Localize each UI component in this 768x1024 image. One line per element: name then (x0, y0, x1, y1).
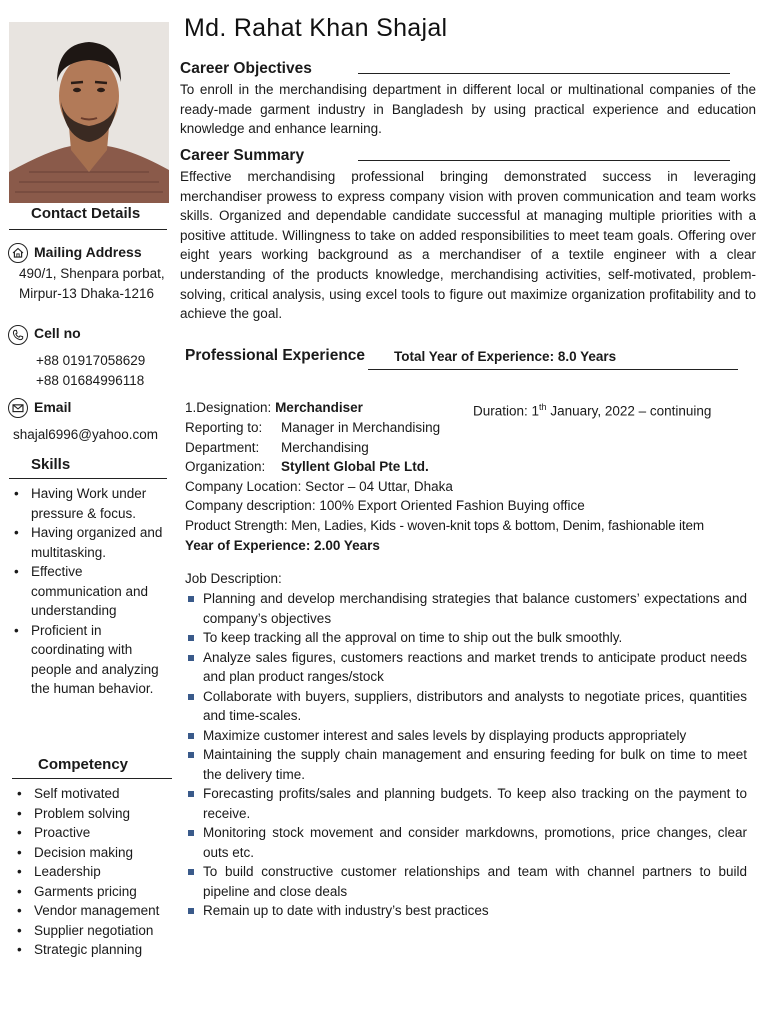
career-summary-text: Effective merchandising professional bringing demonstrated success in leveraging merchandiser prowess to express company vision with proven communication and team works skills. Organized and dependable candidate successful at managing multiple priorities with a positive attitude. Willingness to take on added responsibilities to meet team goals. Offering over eight years working background as a merchandiser of a textile engineer with a clear understanding of the products knowledge, merchandising activities, self-motivated, problem-solving, critical analysis, using excel tools to figure out maximize organization profitability and to achieve the goal. (180, 169, 756, 322)
competency-item: • Vendor management (12, 901, 172, 921)
jd-item: Monitoring stock movement and consider markdowns, promotions, price changes, clear outs etc. (185, 823, 747, 862)
product-strength: Product Strength: Men, Ladies, Kids - woven-knit tops & bottom, Denim, fashionable item (185, 518, 704, 533)
career-objectives-text: To enroll in the merchandising department in different local or multinational companies of the ready-made garment industry in Bangladesh by using practical experience and education knowledge and enhance learning. (180, 82, 756, 137)
competency-item: • Decision making (12, 843, 172, 863)
jd-item: Forecasting profits/sales and planning budgets. To keep also tracking on the payment to receive. (185, 784, 747, 823)
competency-list (12, 784, 172, 960)
jd-item: Planning and develop merchandising strategies that balance customers’ expectations and company’s objectives (185, 589, 747, 628)
duration-value: January, 2022 – continuing (546, 403, 712, 419)
competency-item: • Garments pricing (12, 882, 172, 902)
contact-details-heading: Contact Details (31, 205, 141, 222)
phone-number-1[interactable]: +88 01917058629 (36, 353, 146, 368)
years-of-experience: Year of Experience: 2.00 Years (185, 538, 380, 553)
jd-item: Maximize customer interest and sales levels by displaying products appropriately (185, 726, 747, 746)
phone-number-2[interactable]: +88 01684996118 (36, 373, 145, 388)
competency-divider (12, 778, 172, 779)
competency-item: • Supplier negotiation (12, 921, 172, 941)
duration-sup: th (539, 402, 547, 412)
jd-item: Maintaining the supply chain management and ensuring feeding for bulk on time to meet the delivery time. (185, 745, 747, 784)
department-row (185, 438, 369, 458)
address-line-1: 490/1, Shenpara porbat, (19, 266, 165, 281)
address-line-2: Mirpur-13 Dhaka-1216 (19, 286, 155, 301)
duration-label: Duration: 1 (473, 403, 540, 419)
company-description: Company description: 100% Export Oriented Fashion Buying office (185, 498, 585, 513)
skill-item: • Effective communication and understanding (9, 562, 172, 621)
duration-row (473, 398, 711, 421)
department-label: Department: (185, 440, 260, 455)
job-description-list (185, 589, 747, 921)
designation-label: 1.Designation: (185, 400, 276, 415)
contact-divider (9, 229, 167, 230)
jd-item: Analyze sales figures, customers reactions and market trends to anticipate product needs and plan product ranges/stock (185, 648, 747, 687)
experience-rule (368, 369, 738, 370)
skill-item: • Having organized and multitasking. (9, 523, 172, 562)
reporting-label: Reporting to: (185, 420, 263, 435)
organization-label: Organization: (185, 459, 266, 474)
department-value: Merchandising (281, 440, 369, 455)
profile-photo (9, 22, 169, 203)
reporting-value: Manager in Merchandising (281, 420, 441, 435)
skills-heading: Skills (31, 456, 71, 473)
email-address[interactable]: shajal6996@yahoo.com (13, 427, 159, 442)
competency-item: • Proactive (12, 823, 172, 843)
jd-item: To keep tracking all the approval on time to ship out the bulk smoothly. (185, 628, 747, 648)
jd-item: To build constructive customer relationships and team with channel partners to build pipeline and close deals (185, 862, 747, 901)
organization-value: Styllent Global Pte Ltd. (281, 459, 429, 474)
skill-item: • Proficient in coordinating with people and analyzing the human behavior. (9, 621, 172, 699)
job-description-heading: Job Description: (185, 571, 282, 586)
competency-heading: Competency (38, 756, 129, 773)
skills-divider (9, 478, 167, 479)
company-location: Company Location: Sector – 04 Uttar, Dhaka (185, 479, 453, 494)
email-icon (8, 398, 28, 418)
organization-row (185, 457, 429, 477)
total-experience: Total Year of Experience: 8.0 Years (394, 349, 617, 364)
career-objectives-rule (358, 73, 730, 74)
home-icon (8, 243, 28, 263)
mailing-address-label: Mailing Address (34, 244, 142, 260)
jd-item: Collaborate with buyers, suppliers, distributors and analysts to negotiate prices, quantities and time-scales. (185, 687, 747, 726)
competency-item: • Strategic planning (12, 940, 172, 960)
reporting-row (185, 418, 441, 438)
designation-value: Merchandiser (275, 400, 363, 415)
career-summary-rule (358, 160, 730, 161)
candidate-name: Md. Rahat Khan Shajal (184, 14, 448, 42)
skills-list (9, 484, 172, 699)
career-objectives-heading: Career Objectives (180, 60, 312, 77)
designation-row (185, 398, 363, 418)
competency-item: • Self motivated (12, 784, 172, 804)
jd-item: Remain up to date with industry’s best practices (185, 901, 747, 921)
email-label: Email (34, 399, 72, 415)
competency-item: • Leadership (12, 862, 172, 882)
skill-item: • Having Work under pressure & focus. (9, 484, 172, 523)
professional-experience-heading: Professional Experience (185, 347, 366, 364)
phone-icon (8, 325, 28, 345)
competency-item: • Problem solving (12, 804, 172, 824)
cell-no-label: Cell no (34, 325, 81, 341)
person-portrait-icon (9, 22, 169, 203)
career-summary-heading: Career Summary (180, 147, 305, 164)
